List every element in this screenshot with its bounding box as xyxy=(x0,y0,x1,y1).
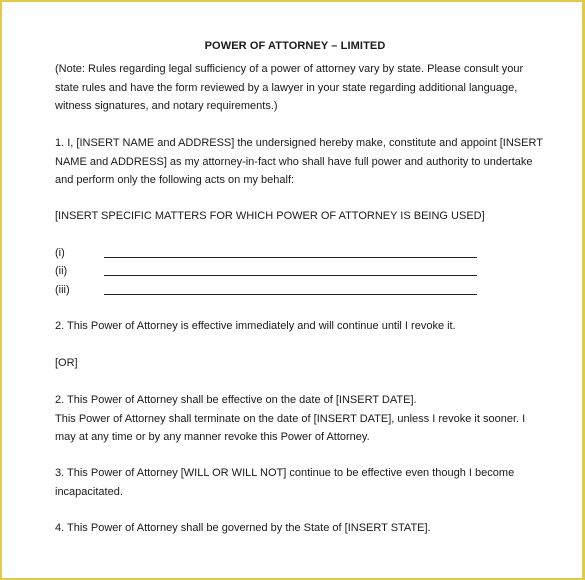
clause-3-line: 3. This Power of Attorney [WILL OR WILL NOT] continue to be effective even though I become xyxy=(55,467,515,479)
blank-fill-line[interactable] xyxy=(104,275,477,276)
specific-matters-placeholder: [INSERT SPECIFIC MATTERS FOR WHICH POWER OF ATTORNEY IS BEING USED] xyxy=(55,210,485,222)
clause-4-paragraph: 4. This Power of Attorney shall be governed by the State of [INSERT STATE]. xyxy=(55,522,431,534)
item-label: (ii) xyxy=(55,265,68,277)
clause-2b-line: may at any time or by any manner revoke this Power of Attorney. xyxy=(55,431,370,443)
item-label: (i) xyxy=(55,247,65,259)
blank-fill-line[interactable] xyxy=(104,294,477,295)
clause-3-line: incapacitated. xyxy=(55,485,123,498)
clause-1-line: and perform only the following acts on my behalf: xyxy=(55,174,295,186)
document-title: POWER OF ATTORNEY – LIMITED xyxy=(204,40,386,52)
clause-1-line: 1. I, [INSERT NAME and ADDRESS] the undersigned hereby make, constitute and appoint [INSERT xyxy=(55,137,543,149)
note-paragraph xyxy=(55,60,545,116)
list-item xyxy=(55,281,480,299)
clause-1-paragraph xyxy=(55,134,545,190)
note-line: (Note: Rules regarding legal sufficiency of a power of attorney vary by state. Please consult your xyxy=(55,63,524,75)
clause-3-paragraph xyxy=(55,464,545,501)
clause-1-line: NAME and ADDRESS] as my attorney-in-fact who shall have full power and authority to undertake xyxy=(55,155,533,168)
note-line: witness signatures, and notary requirements.) xyxy=(55,100,278,112)
list-item xyxy=(55,244,480,262)
clause-2b-line: 2. This Power of Attorney shall be effective on the date of [INSERT DATE]. xyxy=(55,394,417,406)
blank-fill-line[interactable] xyxy=(104,257,477,258)
clause-2b-paragraph xyxy=(55,391,545,447)
note-line: state rules and have the form reviewed by a lawyer in your state regarding additional language, xyxy=(55,81,518,94)
or-separator: [OR] xyxy=(55,357,78,369)
clause-2b-line: This Power of Attorney shall terminate on the date of [INSERT DATE], unless I revoke it sooner. I xyxy=(55,412,526,425)
item-label: (iii) xyxy=(55,284,70,296)
list-item xyxy=(55,262,480,280)
clause-2a-paragraph: 2. This Power of Attorney is effective immediately and will continue until I revoke it. xyxy=(55,320,456,332)
